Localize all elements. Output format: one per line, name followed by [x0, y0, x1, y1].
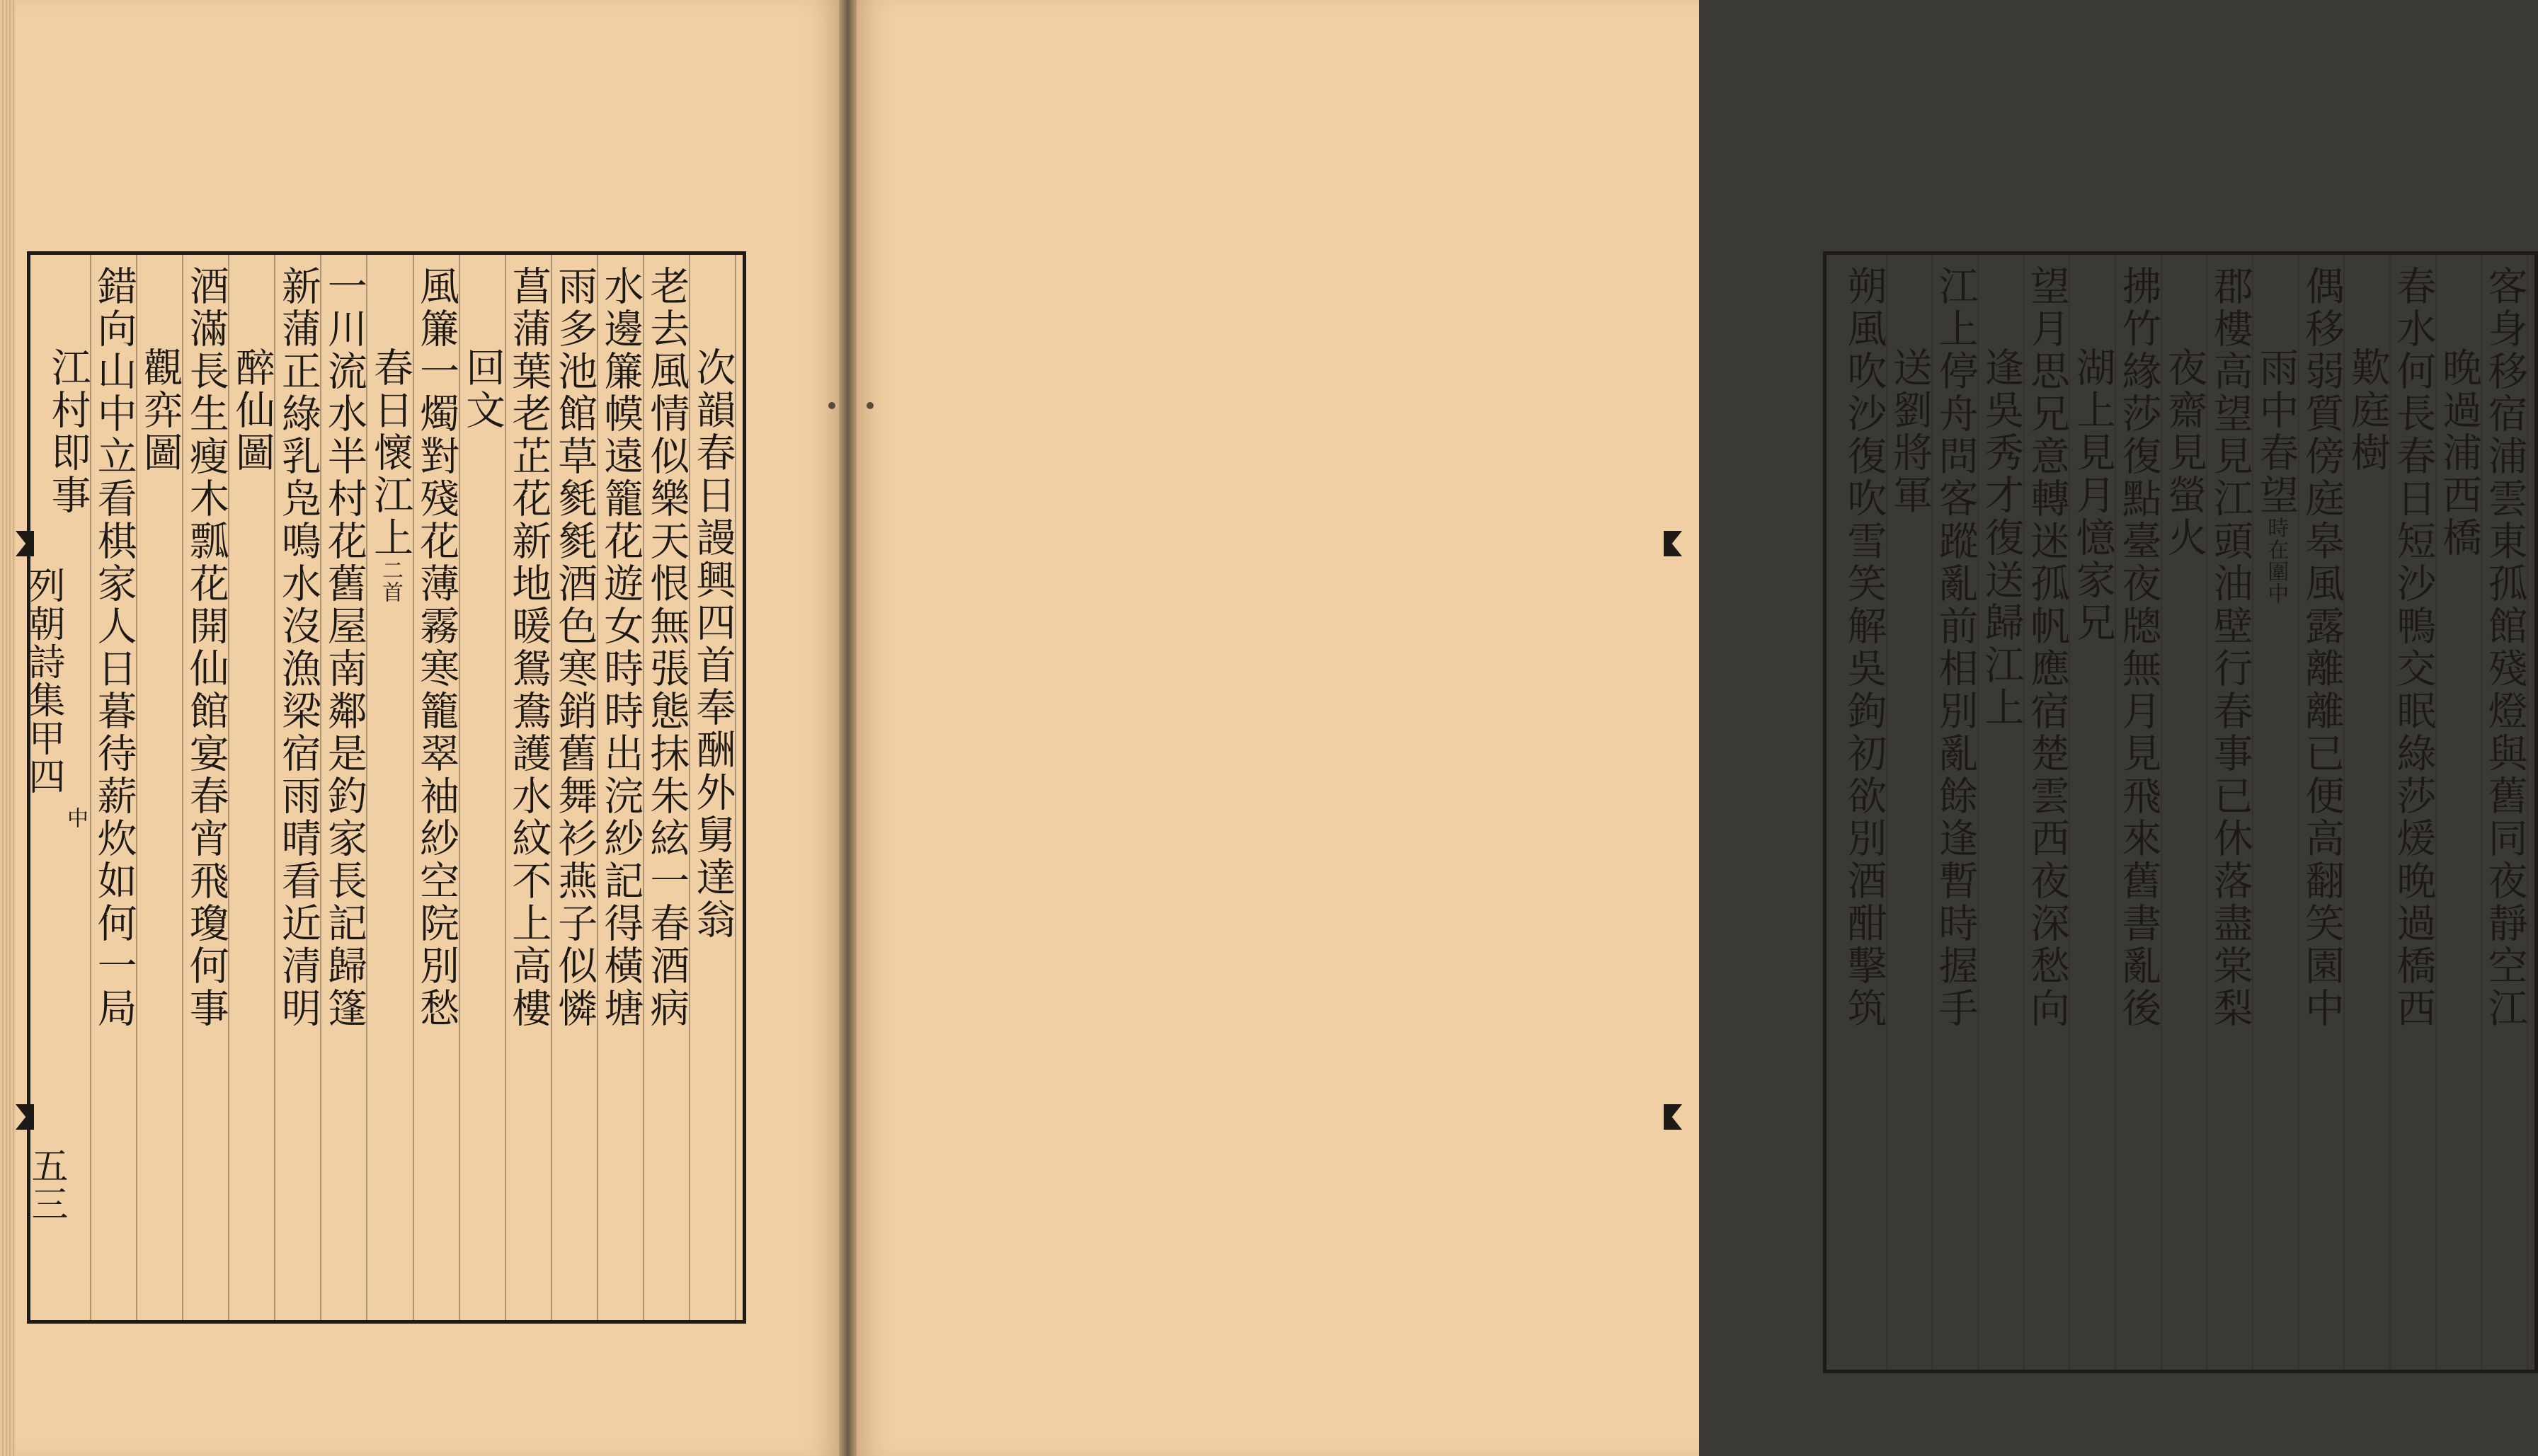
poem-title	[1977, 347, 2025, 729]
column-text: 風簾一燭對殘花薄霧寒籠翠袖紗空院別愁	[413, 265, 460, 1030]
column-text: 偶移弱質傍庭皋風露離離已便高翻笑園中	[2299, 265, 2345, 1030]
poem-title	[1885, 347, 1933, 517]
column-text: 雨多池館草毿毿酒色寒銷舊舞衫燕子似憐	[551, 265, 598, 1030]
poem-line	[642, 265, 690, 1030]
poem-title	[136, 347, 184, 474]
column-text: 送劉將軍	[1887, 347, 1933, 517]
poem-line	[2481, 265, 2529, 1030]
interlinear-note: 時在圍中	[2263, 517, 2289, 604]
column-text: 晚過浦西橋	[2436, 347, 2482, 559]
banxin-title: 列朝詩集甲四	[22, 566, 64, 796]
column-text: 望月思兄意轉迷孤帆應宿楚雲西夜深愁向	[2024, 265, 2070, 1030]
column-text: 江上停舟問客蹤亂前相別亂餘逢暫時握手	[1932, 265, 1979, 1030]
poem-line	[2023, 265, 2071, 1030]
column-text: 酒滿長生瘦木瓢花開仙館宴春宵飛瓊何事	[183, 265, 229, 1030]
poem-line	[550, 265, 598, 1030]
column-text: 新蒲正綠乳凫鳴水沒漁梁宿雨晴看近清明	[275, 265, 321, 1030]
poem-line	[504, 265, 552, 1030]
column-text: 觀弈圖	[137, 347, 183, 474]
fishtail-mark-lower-right	[1664, 1104, 1682, 1130]
interlinear-note: 二首	[378, 559, 403, 603]
column-text: 逢吳秀才復送歸江上	[1978, 347, 2025, 729]
column-text: 醉仙圖	[229, 347, 275, 474]
column-text: 老去風情似樂天恨無張態抹朱絃一春酒病	[644, 265, 690, 1030]
column-text: 雨中春望	[2253, 347, 2299, 517]
poem-title	[2343, 347, 2391, 474]
poem-line	[1931, 265, 1979, 1030]
poem-line	[412, 265, 460, 1030]
book-gutter	[839, 0, 857, 1456]
poem-line	[2389, 265, 2437, 1030]
poem-line	[1839, 265, 1887, 1030]
poem-title	[44, 347, 92, 517]
poem-line	[2297, 265, 2345, 1030]
poem-line	[596, 265, 644, 1030]
poem-line	[182, 265, 230, 1030]
fishtail-mark-upper-right	[1664, 531, 1682, 556]
column-text: 夜齋見螢火	[2161, 347, 2207, 559]
column-text: 菖蒲葉老芷花新地暖鴛鴦護水紋不上高樓	[505, 265, 552, 1030]
column-text: 春日懷江上	[367, 347, 413, 559]
binding-hole	[828, 402, 835, 409]
column-text: 客身移宿浦雲東孤館殘燈與舊同夜靜空江	[2481, 265, 2528, 1030]
column-text: 一川流水半村花舊屋南鄰是釣家長記歸篷	[321, 265, 367, 1030]
poem-title	[2251, 347, 2299, 604]
poem-line	[274, 265, 322, 1030]
poem-title	[458, 347, 506, 432]
column-text: 春水何長春日短沙鴨交眠綠莎煖晚過橋西	[2390, 265, 2437, 1030]
poem-title	[366, 347, 414, 603]
binding-hole-right	[867, 402, 874, 409]
column-text: 郡樓高望見江頭油壁行春事已休落盡棠梨	[2207, 265, 2253, 1030]
poem-title	[2069, 347, 2117, 644]
poem-title	[2160, 347, 2208, 559]
right-page	[857, 0, 2528, 1456]
poem-title	[228, 347, 276, 474]
column-text: 湖上見月憶家兄	[2069, 347, 2116, 644]
column-text: 水邊簾幙遠籠花遊女時時出浣紗記得橫塘	[598, 265, 644, 1030]
poem-line	[320, 265, 368, 1030]
fishtail-mark-lower	[16, 1104, 34, 1130]
poem-title	[688, 347, 736, 941]
banxin-page-number: 五三	[25, 1147, 67, 1223]
poem-line	[2114, 265, 2162, 1030]
poem-title	[2435, 347, 2483, 559]
column-text: 歎庭樹	[2344, 347, 2391, 474]
right-text-frame	[1823, 251, 2538, 1373]
poem-line	[2206, 265, 2254, 1030]
banxin-volume: 中	[63, 807, 88, 830]
column-text: 江村即事	[45, 347, 91, 517]
column-text: 回文	[459, 347, 506, 432]
poem-line	[90, 265, 138, 1030]
left-page	[0, 0, 839, 1456]
column-text: 拂竹緣莎復點臺夜牕無月見飛來舊書亂後	[2115, 265, 2162, 1030]
page-edges	[0, 0, 16, 1456]
fishtail-mark-upper	[16, 531, 34, 556]
column-text: 次韻春日謾興四首奉酬外舅達翁	[690, 347, 736, 941]
column-text: 朔風吹沙復吹雪笑解吳鉤初欲別酒酣擊筑	[1841, 265, 1887, 1030]
left-text-frame	[27, 251, 746, 1324]
column-text: 錯向山中立看棋家人日暮待薪炊如何一局	[91, 265, 137, 1030]
